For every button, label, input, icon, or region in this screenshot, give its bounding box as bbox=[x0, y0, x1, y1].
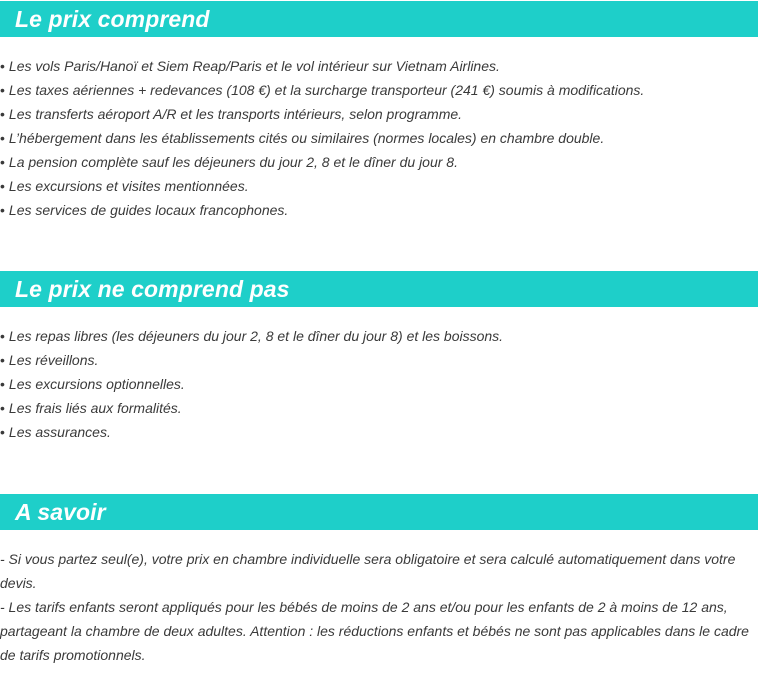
bullet: • bbox=[0, 202, 5, 218]
bullet: • bbox=[0, 106, 5, 122]
excluded-list bbox=[0, 324, 503, 444]
info-note: - Les tarifs enfants seront appliqués pour les bébés de moins de 2 ans et/ou pour les enfants de 2 à moins de 12 ans, partageant la chambre de deux adultes. Attention : les réductions enfants et bébés ne sont pas applicables dans le cadre de tarifs promotionnels. bbox=[0, 599, 749, 663]
info-note: - Si vous partez seul(e), votre prix en chambre individuelle sera obligatoire et sera calculé automatiquement dans votre devis. bbox=[0, 551, 736, 591]
list-item bbox=[0, 198, 644, 222]
list-item bbox=[0, 420, 503, 444]
list-item-text: Les réveillons. bbox=[8, 352, 99, 368]
bullet: • bbox=[0, 328, 5, 344]
included-list bbox=[0, 54, 644, 222]
bullet: • bbox=[0, 82, 5, 98]
list-item-text: Les services de guides locaux francophones. bbox=[8, 202, 289, 218]
list-item-text: Les excursions et visites mentionnées. bbox=[8, 178, 249, 194]
list-item bbox=[0, 150, 644, 174]
bullet: • bbox=[0, 130, 5, 146]
list-item bbox=[0, 54, 644, 78]
section-header-excluded bbox=[0, 271, 758, 307]
info-notes bbox=[0, 547, 752, 667]
list-item-text: Les frais liés aux formalités. bbox=[8, 400, 182, 416]
list-item bbox=[0, 126, 644, 150]
section-header-info bbox=[0, 494, 758, 530]
list-item bbox=[0, 372, 503, 396]
list-item bbox=[0, 174, 644, 198]
bullet: • bbox=[0, 400, 5, 416]
bullet: • bbox=[0, 352, 5, 368]
list-item bbox=[0, 324, 503, 348]
section-title-excluded: Le prix ne comprend pas bbox=[15, 275, 290, 302]
list-item-text: Les assurances. bbox=[8, 424, 111, 440]
bullet: • bbox=[0, 376, 5, 392]
list-item-text: La pension complète sauf les déjeuners du jour 2, 8 et le dîner du jour 8. bbox=[8, 154, 458, 170]
list-item bbox=[0, 102, 644, 126]
list-item bbox=[0, 348, 503, 372]
list-item-text: Les repas libres (les déjeuners du jour 2, 8 et le dîner du jour 8) et les boissons. bbox=[8, 328, 504, 344]
list-item bbox=[0, 396, 503, 420]
list-item-text: L’hébergement dans les établissements cités ou similaires (normes locales) en chambre double. bbox=[8, 130, 605, 146]
bullet: • bbox=[0, 154, 5, 170]
bullet: • bbox=[0, 424, 5, 440]
section-title-included: Le prix comprend bbox=[15, 5, 210, 32]
bullet: • bbox=[0, 58, 5, 74]
list-item-text: Les taxes aériennes + redevances (108 €) et la surcharge transporteur (241 €) soumis à modifications. bbox=[8, 82, 645, 98]
list-item-text: Les excursions optionnelles. bbox=[8, 376, 185, 392]
list-item-text: Les transferts aéroport A/R et les transports intérieurs, selon programme. bbox=[8, 106, 463, 122]
list-item bbox=[0, 78, 644, 102]
list-item-text: Les vols Paris/Hanoï et Siem Reap/Paris et le vol intérieur sur Vietnam Airlines. bbox=[8, 58, 500, 74]
bullet: • bbox=[0, 178, 5, 194]
section-header-included bbox=[0, 1, 758, 37]
section-title-info: A savoir bbox=[15, 498, 106, 525]
